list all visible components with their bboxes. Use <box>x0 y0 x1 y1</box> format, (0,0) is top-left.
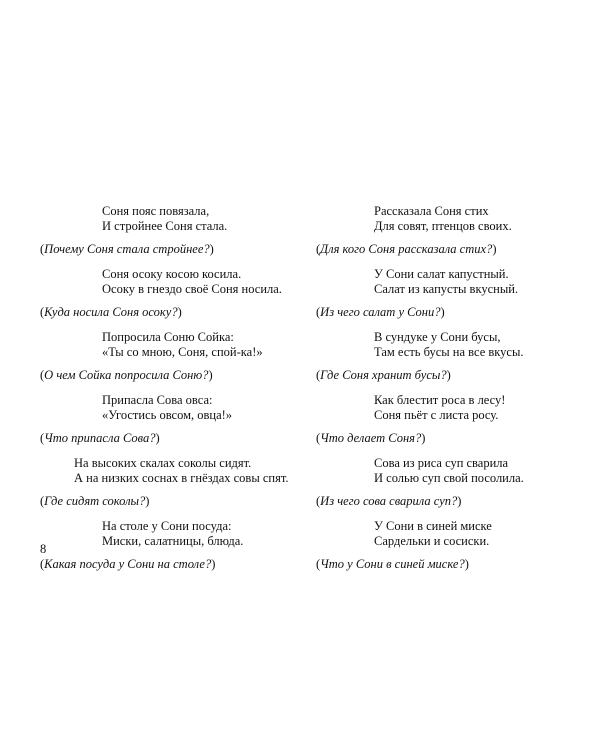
question-text: Что припасла Сова? <box>44 431 156 445</box>
page-number: 8 <box>40 542 47 556</box>
question: (Где Соня хранит бусы?) <box>316 368 451 382</box>
verse-line: И стройнее Соня стала. <box>102 219 228 233</box>
verse-line: Миски, салатницы, блюда. <box>102 534 244 548</box>
verse-line: У Сони в синей миске <box>374 519 492 533</box>
verse-line: Соня пьёт с листа росу. <box>374 408 499 422</box>
verse-line: Там есть бусы на все вкусы. <box>374 345 524 359</box>
verse-line: «Ты со мною, Соня, спой-ка!» <box>102 345 263 359</box>
question-text: Какая посуда у Сони на столе? <box>44 557 212 571</box>
question: (О чем Сойка попросила Соню?) <box>40 368 213 382</box>
verse-line: В сундуке у Сони бусы, <box>374 330 501 344</box>
poem-block <box>316 267 586 320</box>
question-text: О чем Сойка попросила Соню? <box>44 368 209 382</box>
verse-line: Соня осоку косою косила. <box>102 267 242 281</box>
question: (Что делает Соня?) <box>316 431 426 445</box>
poem-block <box>40 267 310 320</box>
question-text: Почему Соня стала стройнее? <box>44 242 210 256</box>
question-text: Что у Сони в синей миске? <box>320 557 465 571</box>
question: (Что припасла Сова?) <box>40 431 160 445</box>
poem-block <box>40 393 310 446</box>
verse <box>316 456 586 486</box>
question-text: Из чего салат у Сони? <box>320 305 441 319</box>
verse <box>40 267 310 297</box>
verse <box>316 267 586 297</box>
verse <box>40 393 310 423</box>
question: (Из чего сова сварила суп?) <box>316 494 462 508</box>
verse-line: Как блестит роса в лесу! <box>374 393 506 407</box>
question: (Для кого Соня рассказала стих?) <box>316 242 497 256</box>
question-text: Что делает Соня? <box>320 431 422 445</box>
verse-line: Для совят, птенцов своих. <box>374 219 512 233</box>
question: (Что у Сони в синей миске?) <box>316 557 469 571</box>
question: (Из чего салат у Сони?) <box>316 305 445 319</box>
poem-block <box>40 330 310 383</box>
verse-line: Рассказала Соня стих <box>374 204 489 218</box>
verse-line: Сардельки и сосиски. <box>374 534 490 548</box>
verse <box>316 330 586 360</box>
verse <box>40 330 310 360</box>
question: (Почему Соня стала стройнее?) <box>40 242 214 256</box>
poem-block <box>40 204 310 257</box>
poem-block <box>316 519 586 572</box>
poem-block <box>316 456 586 509</box>
verse-line: На столе у Сони посуда: <box>102 519 232 533</box>
verse <box>40 204 310 234</box>
verse <box>40 519 310 549</box>
question-text: Куда носила Соня осоку? <box>44 305 178 319</box>
verse-line: На высоких скалах соколы сидят. <box>74 456 252 470</box>
verse <box>40 456 310 486</box>
poem-block <box>316 330 586 383</box>
verse-line: А на низких соснах в гнёздах совы спят. <box>74 471 289 485</box>
verse <box>316 519 586 549</box>
verse-line: И солью суп свой посолила. <box>374 471 524 485</box>
verse-line: Сова из риса суп сварила <box>374 456 509 470</box>
poem-block <box>316 393 586 446</box>
poem-block <box>40 519 310 572</box>
verse-line: Салат из капусты вкусный. <box>374 282 519 296</box>
question: (Где сидят соколы?) <box>40 494 150 508</box>
right-column <box>316 204 586 582</box>
verse-line: Соня пояс повязала, <box>102 204 210 218</box>
verse <box>316 393 586 423</box>
question-text: Для кого Соня рассказала стих? <box>320 242 493 256</box>
verse <box>316 204 586 234</box>
question-text: Где сидят соколы? <box>44 494 146 508</box>
question: (Куда носила Соня осоку?) <box>40 305 182 319</box>
verse-line: Припасла Сова овса: <box>102 393 213 407</box>
poem-block <box>316 204 586 257</box>
verse-line: У Сони салат капустный. <box>374 267 509 281</box>
question-text: Из чего сова сварила суп? <box>320 494 458 508</box>
left-column <box>40 204 310 582</box>
question: (Какая посуда у Сони на столе?) <box>40 557 216 571</box>
verse-line: «Угостись овсом, овца!» <box>102 408 233 422</box>
question-text: Где Соня хранит бусы? <box>320 368 447 382</box>
verse-line: Попросила Соню Сойка: <box>102 330 234 344</box>
verse-line: Осоку в гнездо своё Соня носила. <box>102 282 282 296</box>
poem-block <box>40 456 310 509</box>
